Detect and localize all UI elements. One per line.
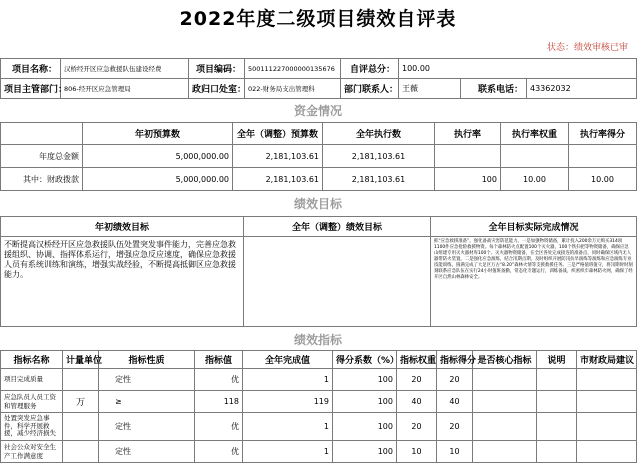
- funds-adjusted-cell: 2,181,103.61: [233, 168, 323, 191]
- ind-unit-cell: [63, 369, 99, 391]
- ind-unit-cell: [63, 441, 99, 463]
- ind-weight-cell: 20: [397, 369, 437, 391]
- goals-header-initial: 年初绩效目标: [1, 217, 244, 237]
- gov-office-label: 政归口处室：: [189, 79, 245, 99]
- funds-score-cell: 10.00: [569, 168, 637, 191]
- goal-adjusted-text: [244, 237, 431, 327]
- project-code-value: 500111227000000135676: [245, 59, 341, 79]
- funds-header-rate: 执行率: [435, 123, 501, 145]
- indicators-table: [0, 350, 637, 463]
- ind-value-cell: 优: [195, 369, 243, 391]
- ind-done-cell: 1: [243, 441, 333, 463]
- ind-weight-cell: 20: [397, 413, 437, 441]
- ind-header-core: 是否核心指标: [473, 351, 537, 369]
- ind-nature-cell: 定性: [99, 441, 195, 463]
- project-code-label: 项目编码：: [189, 59, 245, 79]
- ind-name-cell: 社会公众对安全生产工作满意度: [1, 441, 63, 463]
- funds-weight-cell: 10.00: [501, 168, 569, 191]
- page-title: 2022年度二级项目绩效自评表: [179, 8, 457, 30]
- contact-label: 部门联系人：: [341, 79, 399, 99]
- funds-header-score: 执行率得分: [569, 123, 637, 145]
- contact-value: 王薇: [399, 79, 461, 99]
- ind-suggest-cell: [577, 413, 637, 441]
- ind-suggest-cell: [577, 369, 637, 391]
- funds-score-cell: [569, 145, 637, 168]
- ind-note-cell: [537, 391, 577, 413]
- funds-row-label: 其中：财政拨款: [1, 168, 83, 191]
- project-name-value: 汉桥经开区应急救援队伍建设经费: [61, 59, 189, 79]
- goals-table: [0, 216, 637, 327]
- ind-unit-cell: [63, 413, 99, 441]
- ind-weight-cell: 40: [397, 391, 437, 413]
- ind-note-cell: [537, 369, 577, 391]
- ind-header-done: 全年完成值: [243, 351, 333, 369]
- project-info-table: [0, 58, 637, 99]
- phone-label: 联系电话：: [461, 79, 527, 99]
- table-row: [1, 441, 637, 463]
- table-row: [1, 413, 637, 441]
- ind-header-note: 说明: [537, 351, 577, 369]
- ind-core-cell: [473, 391, 537, 413]
- ind-coef-cell: 100: [333, 441, 397, 463]
- ind-header-score: 指标得分: [437, 351, 473, 369]
- ind-value-cell: 优: [195, 413, 243, 441]
- ind-core-cell: [473, 441, 537, 463]
- goal-initial-text: 不断提高汉桥经开区应急救援队伍处置突发事件能力，完善应急救援组织、协调、指挥体系运行，增强应急反应速度，确保应急救援人员有系统训练和演练，增强实战经验，不断提高抵御区应急救援能力。: [1, 237, 244, 327]
- ind-value-cell: 118: [195, 391, 243, 413]
- funds-rate-cell: [435, 145, 501, 168]
- funds-weight-cell: [501, 145, 569, 168]
- ind-coef-cell: 100: [333, 413, 397, 441]
- ind-nature-cell: 定性: [99, 413, 195, 441]
- ind-name-cell: 项目完成质量: [1, 369, 63, 391]
- status-label: 状态：: [546, 43, 574, 53]
- phone-value: 43362032: [527, 79, 637, 99]
- funds-budget-cell: 5,000,000.00: [83, 168, 233, 191]
- status-value: 绩效审核已审: [573, 43, 628, 53]
- ind-header-value: 指标值: [195, 351, 243, 369]
- ind-unit-cell: 万: [63, 391, 99, 413]
- dept-value: 806-经开区应急管理局: [61, 79, 189, 99]
- ind-nature-cell: ≥: [99, 391, 195, 413]
- ind-suggest-cell: [577, 441, 637, 463]
- funds-row-label: 年度总金额: [1, 145, 83, 168]
- ind-header-name: 指标名称: [1, 351, 63, 369]
- table-row: [1, 369, 637, 391]
- ind-name-cell: 应急队员人员工资和管理服务: [1, 391, 63, 413]
- ind-score-cell: 40: [437, 391, 473, 413]
- funds-table: [0, 122, 637, 191]
- funds-section-heading: 资金情况: [0, 102, 636, 120]
- project-name-label: 项目名称：: [1, 59, 61, 79]
- funds-header-adjusted: 全年（调整）预算数: [233, 123, 323, 145]
- ind-name-cell: 处置突发应急事件，科学开展救援，减少经济损失: [1, 413, 63, 441]
- status-badge: [547, 40, 628, 53]
- ind-done-cell: 1: [243, 413, 333, 441]
- ind-score-cell: 20: [437, 413, 473, 441]
- goals-header-actual: 全年目标实际完成情况: [431, 217, 637, 237]
- ind-weight-cell: 10: [397, 441, 437, 463]
- ind-value-cell: 优: [195, 441, 243, 463]
- ind-suggest-cell: [577, 391, 637, 413]
- ind-note-cell: [537, 413, 577, 441]
- ind-core-cell: [473, 413, 537, 441]
- dept-label: 项目主管部门：: [1, 79, 61, 99]
- goal-actual-text: 抓“应急救援准备”，强化备战灾害防范能力。一是加强物资储备，累计投入200余万元购买314项1100件应急抢险救援物资。每个森林防火点配置100个灭火器，100个铁扫把等物资储备，确保应急山组建专用灭火器材库100个、灭火器物资储备，在全区各处完成接连的准备点，同时确保区域内无人器带防火装置。二是强化应急演练，结合汛期点期，及时组织开展防汛抗旱演练等演练和应急演练专业技能训练，圆满完成了大足区万古“8.20”森林火情等支援救援任务。三是严格值班值守，将汛期时时刻刻联系应急队伍在实行24小时值班备勤，常态化专题运行，训练备战，织密织牢森林防火网，确保了经开区自然山林森林安全。: [431, 237, 637, 327]
- self-score-value: 100.00: [399, 59, 637, 79]
- ind-score-cell: 10: [437, 441, 473, 463]
- ind-header-coef: 得分系数（%）: [333, 351, 397, 369]
- indicators-section-heading: 绩效指标: [0, 330, 636, 350]
- funds-rate-cell: 100: [435, 168, 501, 191]
- funds-header-weight: 执行率权重: [501, 123, 569, 145]
- funds-adjusted-cell: 2,181,103.61: [233, 145, 323, 168]
- ind-header-unit: 计量单位: [63, 351, 99, 369]
- table-row: [1, 168, 637, 191]
- ind-note-cell: [537, 441, 577, 463]
- table-row: [1, 391, 637, 413]
- ind-core-cell: [473, 369, 537, 391]
- funds-corner-cell: [1, 123, 83, 145]
- ind-header-weight: 指标权重: [397, 351, 437, 369]
- goals-section-heading: 绩效目标: [0, 194, 636, 214]
- goals-header-adjusted: 全年（调整）绩效目标: [244, 217, 431, 237]
- ind-nature-cell: 定性: [99, 369, 195, 391]
- self-score-label: 自评总分：: [341, 59, 399, 79]
- ind-done-cell: 119: [243, 391, 333, 413]
- ind-coef-cell: 100: [333, 369, 397, 391]
- ind-done-cell: 1: [243, 369, 333, 391]
- table-row: [1, 145, 637, 168]
- funds-budget-cell: 5,000,000.00: [83, 145, 233, 168]
- funds-executed-cell: 2,181,103.61: [323, 168, 435, 191]
- ind-header-nature: 指标性质: [99, 351, 195, 369]
- funds-header-executed: 全年执行数: [323, 123, 435, 145]
- ind-header-suggest: 市财政局建议: [577, 351, 637, 369]
- ind-score-cell: 20: [437, 369, 473, 391]
- gov-office-value: 022-财务局支出管理科: [245, 79, 341, 99]
- ind-coef-cell: 100: [333, 391, 397, 413]
- funds-header-budget: 年初预算数: [83, 123, 233, 145]
- funds-executed-cell: 2,181,103.61: [323, 145, 435, 168]
